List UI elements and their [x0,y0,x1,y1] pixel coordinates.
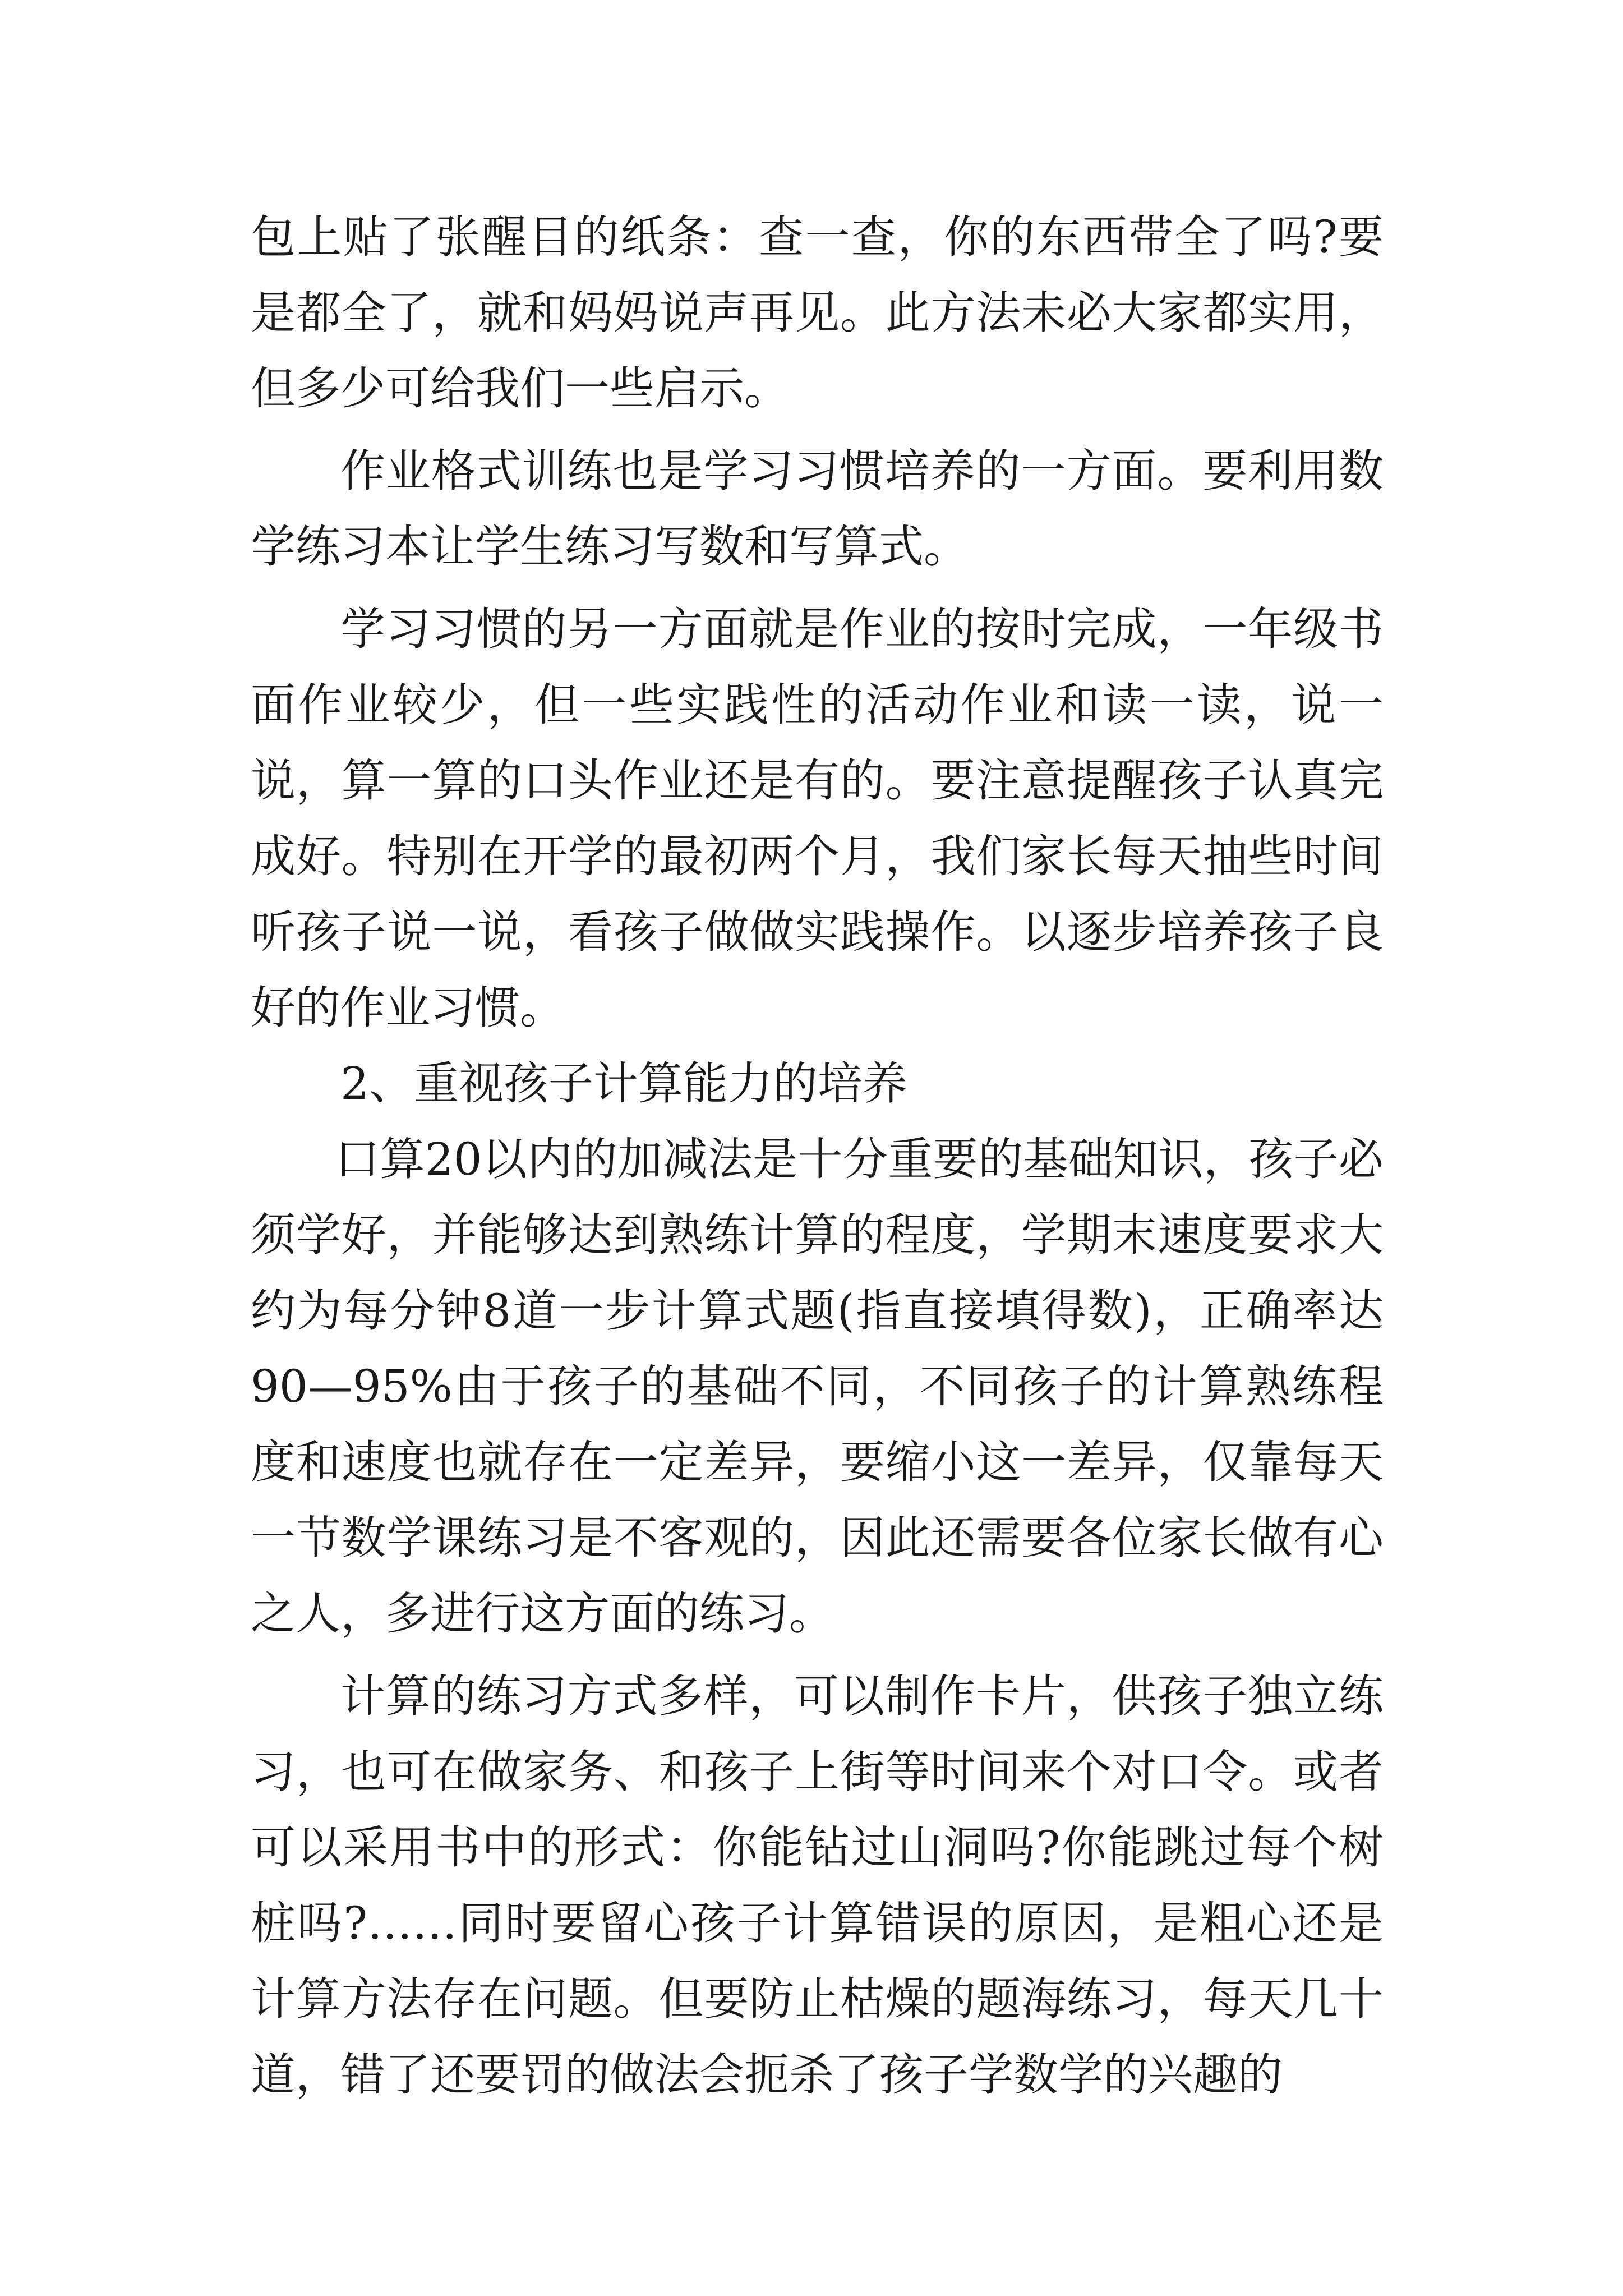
paragraph-homework-completion: 学习习惯的另一方面就是作业的按时完成，一年级书面作业较少，但一些实践性的活动作业和读一读，说一说，算一算的口头作业还是有的。要注意提醒孩子认真完成好。特别在开学的最初两个月，我们家长每天抽些时间听孩子说一说，看孩子做做实践操作。以逐步培养孩子良好的作业习惯。 [251,603,1384,1034]
paragraph-homework-format: 作业格式训练也是学习习惯培养的一方面。要利用数学练习本让学生练习写数和写算式。 [251,445,1384,573]
paragraph-continuation: 包上贴了张醒目的纸条：查一查，你的东西带全了吗?要是都全了，就和妈妈说声再见。此方法未必大家都实用，但多少可给我们一些启示。 [251,211,1384,415]
paragraph-mental-arithmetic: 口算20以内的加减法是十分重要的基础知识，孩子必须学好，并能够达到熟练计算的程度，学期末速度要求大约为每分钟8道一步计算式题(指直接填得数)，正确率达90—95%由于孩子的基础不同，不同孩子的计算熟练程度和速度也就存在一定差异，要缩小这一差异，仅靠每天一节数学课练习是不客观的，因此还需要各位家长做有心之人，多进行这方面的练习。 [251,1133,1384,1640]
section-heading-calculation: 2、重视孩子计算能力的培养 [340,1057,907,1110]
paragraph-practice-methods: 计算的练习方式多样，可以制作卡片，供孩子独立练习，也可在做家务、和孩子上街等时间来个对口令。或者可以采用书中的形式：你能钻过山洞吗?你能跳过每个树桩吗?……同时要留心孩子计算错误的原因，是粗心还是计算方法存在问题。但要防止枯燥的题海练习，每天几十道，错了还要罚的做法会扼杀了孩子学数学的兴趣的 [251,1670,1384,2101]
document-body [251,199,1384,2113]
